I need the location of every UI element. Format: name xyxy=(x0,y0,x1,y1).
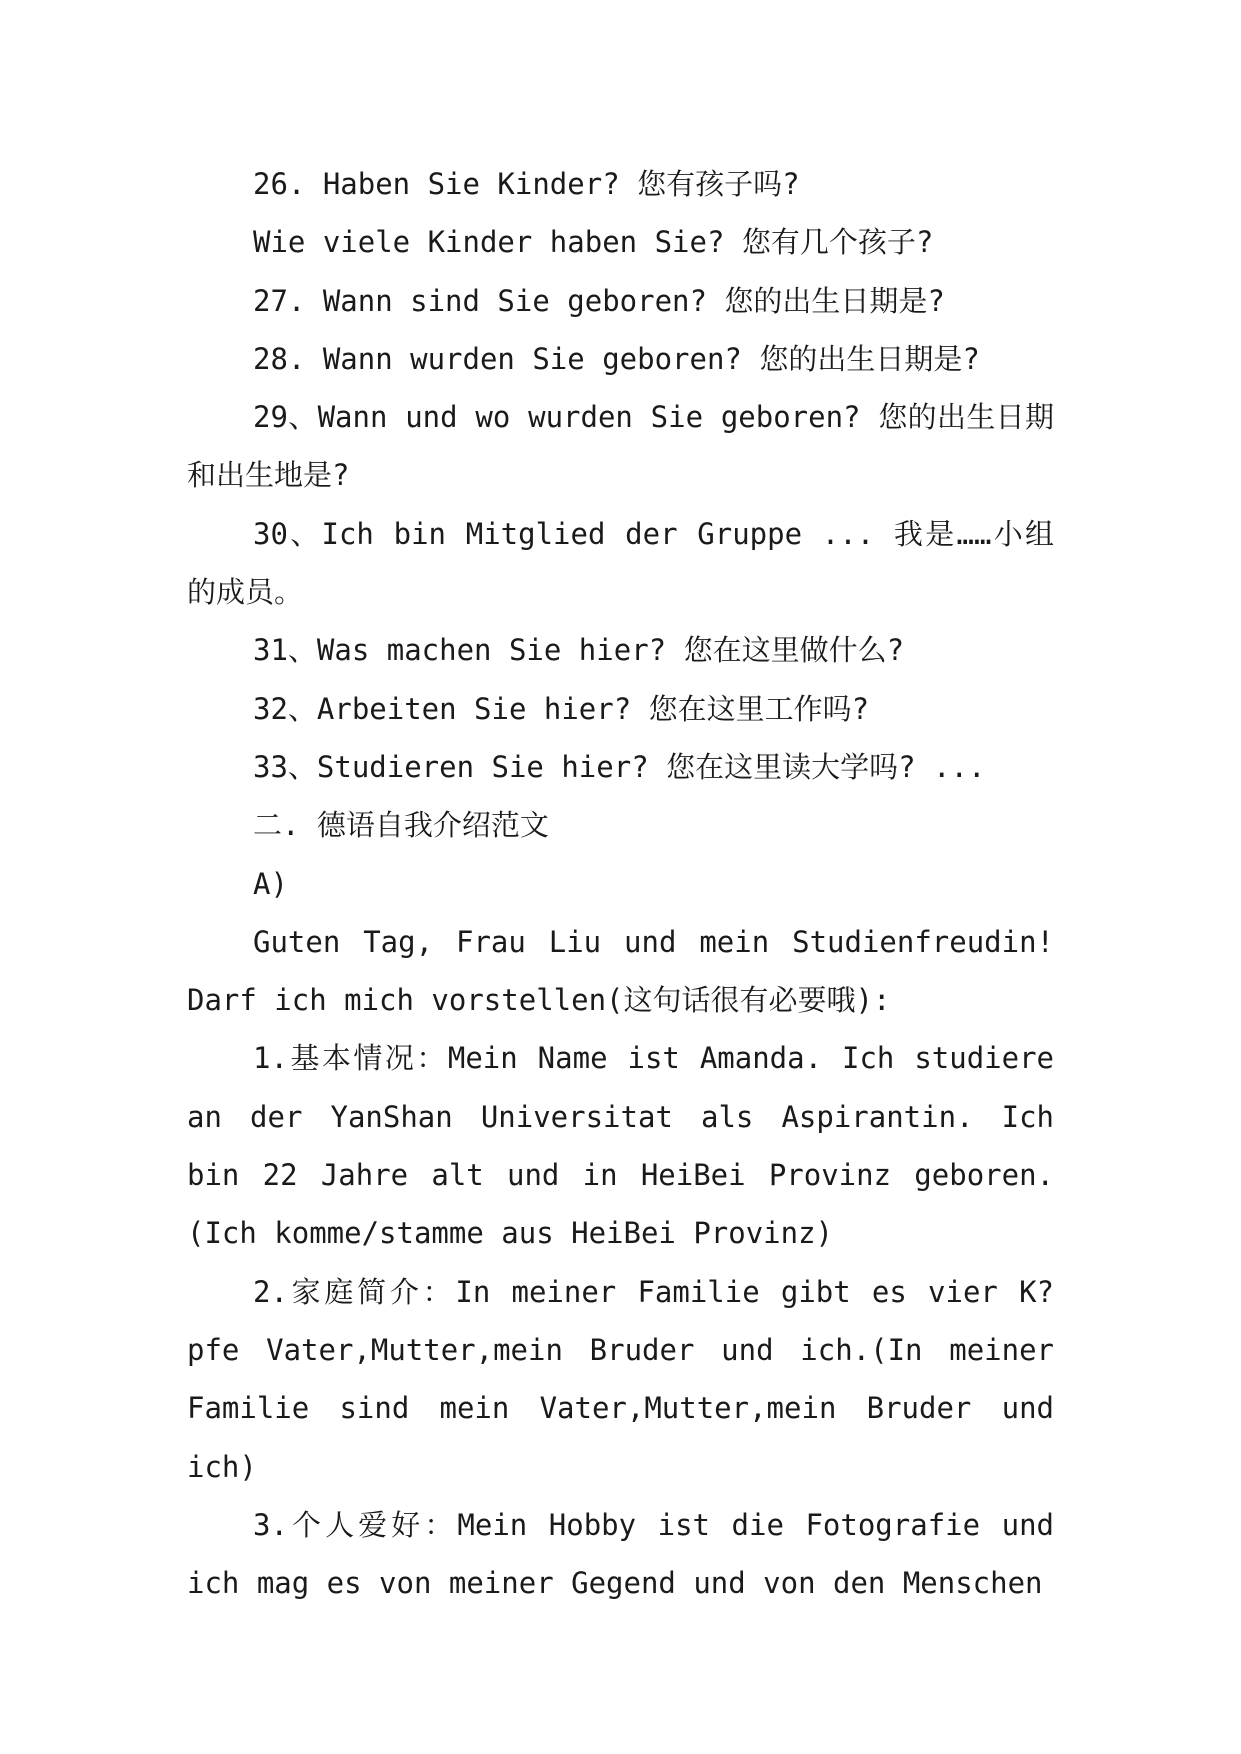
item-family: 2.家庭简介：In meiner Familie gibt es vier K?pfe Vater,Mutter,mein Bruder und ich.(In meiner Familie sind mein Vater,Mutter,mein Bruder und ich) xyxy=(187,1274,1054,1484)
document-body xyxy=(187,155,1054,1612)
question-31: 31、Was machen Sie hier? 您在这里做什么? xyxy=(253,633,905,668)
question-26: 26. Haben Sie Kinder? 您有孩子吗? xyxy=(253,167,800,201)
greeting-paragraph: Guten Tag, Frau Liu und mein Studienfreudin! Darf ich mich vorstellen(这句话很有必要哦): xyxy=(187,924,1054,1018)
question-29: 29、Wann und wo wurden Sie geboren? 您的出生日期和出生地是? xyxy=(187,400,1054,493)
question-26-followup: Wie viele Kinder haben Sie? 您有几个孩子? xyxy=(253,225,934,260)
question-30: 30、Ich bin Mitglied der Gruppe ... 我是……小组的成员。 xyxy=(187,516,1054,610)
item-hobby: 3.个人爱好：Mein Hobby ist die Fotografie und ich mag es von meiner Gegend und von den Menschen xyxy=(187,1507,1054,1601)
section-heading: 二. 德语自我介绍范文 xyxy=(253,808,549,843)
item-basic-info: 1.基本情况：Mein Name ist Amanda. Ich studiere an der YanShan Universitat als Aspirantin. Ich bin 22 Jahre alt und in HeiBei Provinz geboren. (Ich komme/stamme aus HeiBei Provinz) xyxy=(187,1041,1054,1251)
question-32: 32、Arbeiten Sie hier? 您在这里工作吗? xyxy=(253,691,870,726)
question-28: 28. Wann wurden Sie geboren? 您的出生日期是? xyxy=(253,341,980,376)
question-27: 27. Wann sind Sie geboren? 您的出生日期是? xyxy=(253,283,945,318)
subsection-label: A) xyxy=(253,866,288,901)
question-33: 33、Studieren Sie hier? 您在这里读大学吗? ... xyxy=(253,749,986,784)
